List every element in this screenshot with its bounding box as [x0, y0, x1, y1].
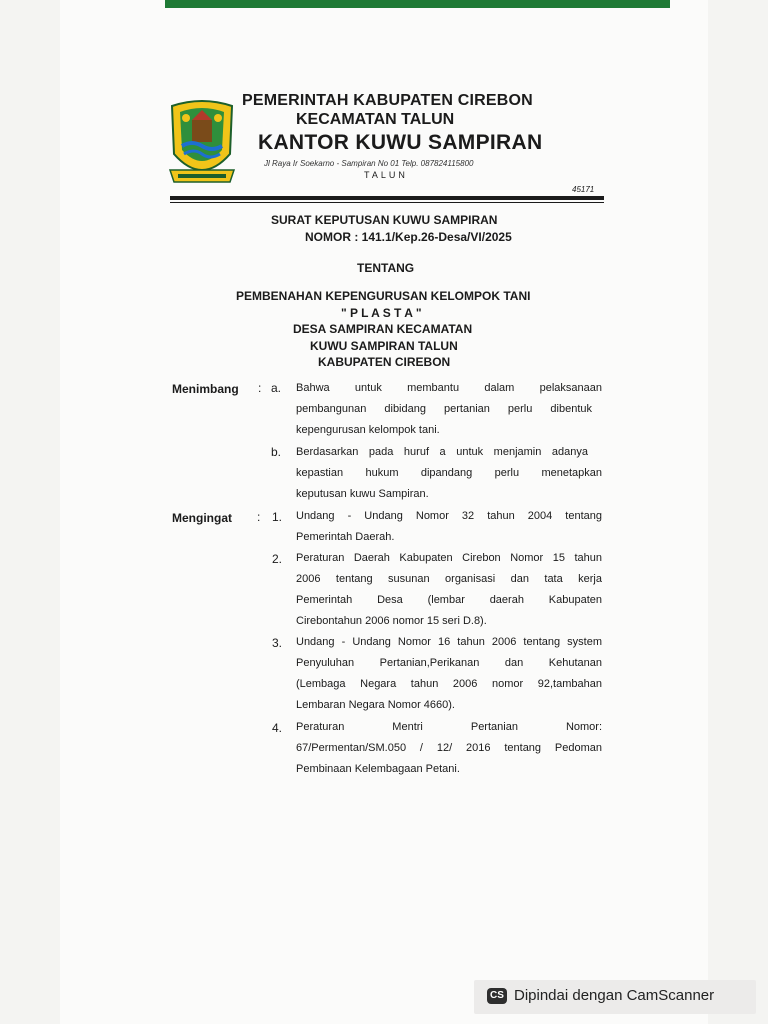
list-item-line: Pemerintah Daerah.: [296, 531, 395, 543]
list-item-line: Lembaran Negara Nomor 4660).: [296, 699, 455, 711]
org-line-1: PEMERINTAH KABUPATEN CIREBON: [242, 92, 533, 109]
scanner-label: Dipindai dengan CamScanner: [514, 987, 715, 1004]
decree-subject-line: DESA SAMPIRAN KECAMATAN: [293, 322, 473, 336]
list-item-line: Peraturan Daerah Kabupaten Cirebon Nomor 15 tahun: [296, 552, 602, 564]
list-item-line: 2006 tentang susunan organisasi dan tata kerja: [296, 573, 602, 585]
list-item-line: Pemerintah Desa (lembar daerah Kabupaten: [296, 594, 602, 606]
list-item-line: Undang - Undang Nomor 16 tahun 2006 tentang system: [296, 636, 602, 648]
decree-about: TENTANG: [357, 261, 415, 275]
list-marker: 3.: [272, 636, 283, 650]
list-item-line: Pembinaan Kelembagaan Petani.: [296, 763, 460, 775]
list-marker: 1.: [272, 510, 283, 524]
top-green-band: [165, 0, 670, 8]
list-marker: 2.: [272, 552, 283, 566]
office-address: Jl Raya Ir Soekarno - Sampiran No 01 Telp. 087824115800: [264, 159, 474, 168]
decree-subject-line: KUWU SAMPIRAN TALUN: [310, 339, 458, 353]
list-marker: 4.: [272, 721, 283, 735]
office-city: TALUN: [364, 170, 408, 180]
decree-subject-line: KABUPATEN CIREBON: [318, 355, 451, 369]
list-item-line: 67/Permentan/SM.050 / 12/ 2016 tentang Pedoman: [296, 742, 602, 754]
list-item-line: keputusan kuwu Sampiran.: [296, 488, 429, 500]
list-item-line: Bahwa untuk membantu dalam pelaksanaan: [296, 382, 602, 394]
decree-number: NOMOR : 141.1/Kep.26-Desa/VI/2025: [305, 230, 512, 244]
list-item-line: Peraturan Mentri Pertanian Nomor:: [296, 721, 602, 733]
camscanner-logo-icon: CS: [487, 988, 507, 1004]
mengingat-label: Mengingat: [172, 511, 232, 525]
list-item-line: pembangunan dibidang pertanian perlu dibentuk: [296, 403, 592, 415]
kabupaten-emblem-icon: [166, 96, 238, 190]
list-item-line: Penyuluhan Pertanian,Perikanan dan Kehutanan: [296, 657, 602, 669]
decree-subject-line: " P L A S T A ": [341, 306, 422, 320]
postal-code: 45171: [572, 185, 595, 194]
menimbang-label: Menimbang: [172, 382, 239, 396]
list-item-line: (Lembaga Negara tahun 2006 nomor 92,tambahan: [296, 678, 602, 690]
mengingat-colon: :: [257, 510, 261, 524]
menimbang-colon: :: [258, 381, 262, 395]
decree-title: SURAT KEPUTUSAN KUWU SAMPIRAN: [271, 213, 498, 227]
decree-subject-line: PEMBENAHAN KEPENGURUSAN KELOMPOK TANI: [236, 289, 531, 303]
list-item-line: Undang - Undang Nomor 32 tahun 2004 tentang: [296, 510, 602, 522]
list-item-line: kepastian hukum dipandang perlu menetapkan: [296, 467, 602, 479]
list-marker: b.: [271, 445, 282, 459]
list-item-line: Berdasarkan pada huruf a untuk menjamin adanya: [296, 446, 588, 458]
org-line-3: KANTOR KUWU SAMPIRAN: [258, 131, 543, 154]
org-line-2: KECAMATAN TALUN: [296, 111, 455, 128]
list-item-line: Cirebontahun 2006 nomor 15 seri D.8).: [296, 615, 487, 627]
list-marker: a.: [271, 381, 282, 395]
letterhead-rule-thick: [170, 196, 604, 200]
letterhead-rule-thin: [170, 202, 604, 203]
list-item-line: kepengurusan kelompok tani.: [296, 424, 440, 436]
